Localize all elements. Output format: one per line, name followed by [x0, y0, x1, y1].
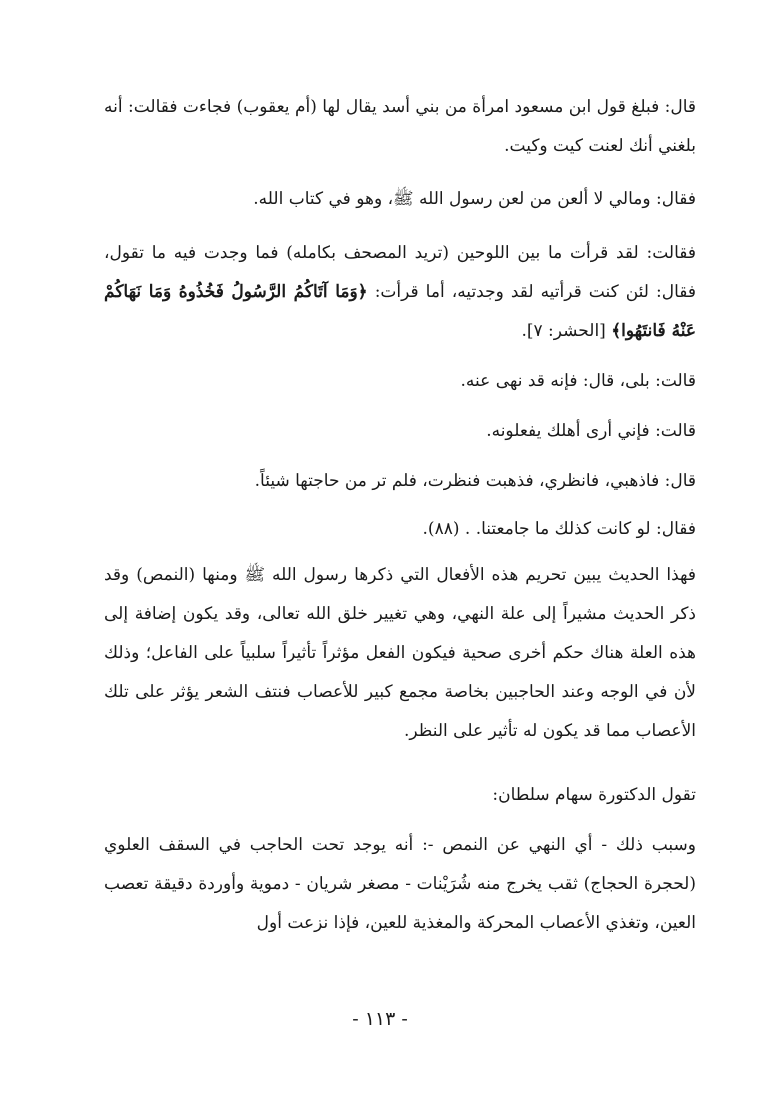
paragraph-1: قال: فبلغ قول ابن مسعود امرأة من بني أسد يقال لها (أم يعقوب) فجاءت فقالت: أنه بلغني أنك لعنت كيت وكيت. [104, 97, 696, 156]
verse-reference: [الحشر: ٧]. [521, 321, 606, 341]
paragraph-3 [104, 234, 696, 351]
paragraph-6: قال: فاذهبي، فانظري، فذهبت فنظرت، فلم تر من حاجتها شيئاً. [254, 471, 696, 491]
paragraph-5: قالت: فإني أرى أهلك يفعلونه. [486, 421, 696, 441]
paragraph-7: فقال: لو كانت كذلك ما جامعتنا. . (٨٨). [422, 519, 696, 539]
paragraph-8: فهذا الحديث يبين تحريم هذه الأفعال التي ذكرها رسول الله ﷺ ومنها (النمص) وقد ذكر الحديث مشيراً إلى علة النهي، وهي تغيير خلق الله تعالى، وقد يكون إضافة إلى هذه العلة هناك حكم أخرى صحية فيكون الفعل مؤثراً تأثيراً سلبياً على الفاعل؛ وذلك لأن في الوجه وعند الحاجبين بخاصة مجمع كبير للأعصاب فنتف الشعر يؤثر على تلك الأعصاب مما قد يكون له تأثير على النظر. [104, 565, 696, 741]
paragraph-9: تقول الدكتورة سهام سلطان: [492, 785, 696, 805]
paragraph-3-text: فقالت: لقد قرأت ما بين اللوحين (تريد المصحف بكامله) فما وجدت فيه ما تقول، فقال: لئن كنت قرأتيه لقد وجدتيه، أما قرأت: [104, 243, 696, 302]
paragraph-10: وسبب ذلك - أي النهي عن النمص -: أنه يوجد تحت الحاجب في السقف العلوي (لحجرة الحجاج) ثقب يخرج منه شُرَيْنات - مصغر شريان - دموية وأوردة دقيقة تعصب العين، وتغذي الأعصاب المحركة والمغذية للعين، فإذا نزعت أول [104, 835, 696, 933]
page-number: - ١١٣ - [352, 1008, 408, 1030]
quran-verse: ﴿وَمَا آتَاكُمُ الرَّسُولُ فَخُذُوهُ وَمَا نَهَاكُمْ عَنْهُ فَانتَهُوا﴾ [104, 282, 696, 341]
paragraph-4: قالت: بلى، قال: فإنه قد نهى عنه. [460, 371, 696, 391]
paragraph-2: فقال: ومالي لا ألعن من لعن رسول الله ﷺ، وهو في كتاب الله. [253, 189, 696, 209]
